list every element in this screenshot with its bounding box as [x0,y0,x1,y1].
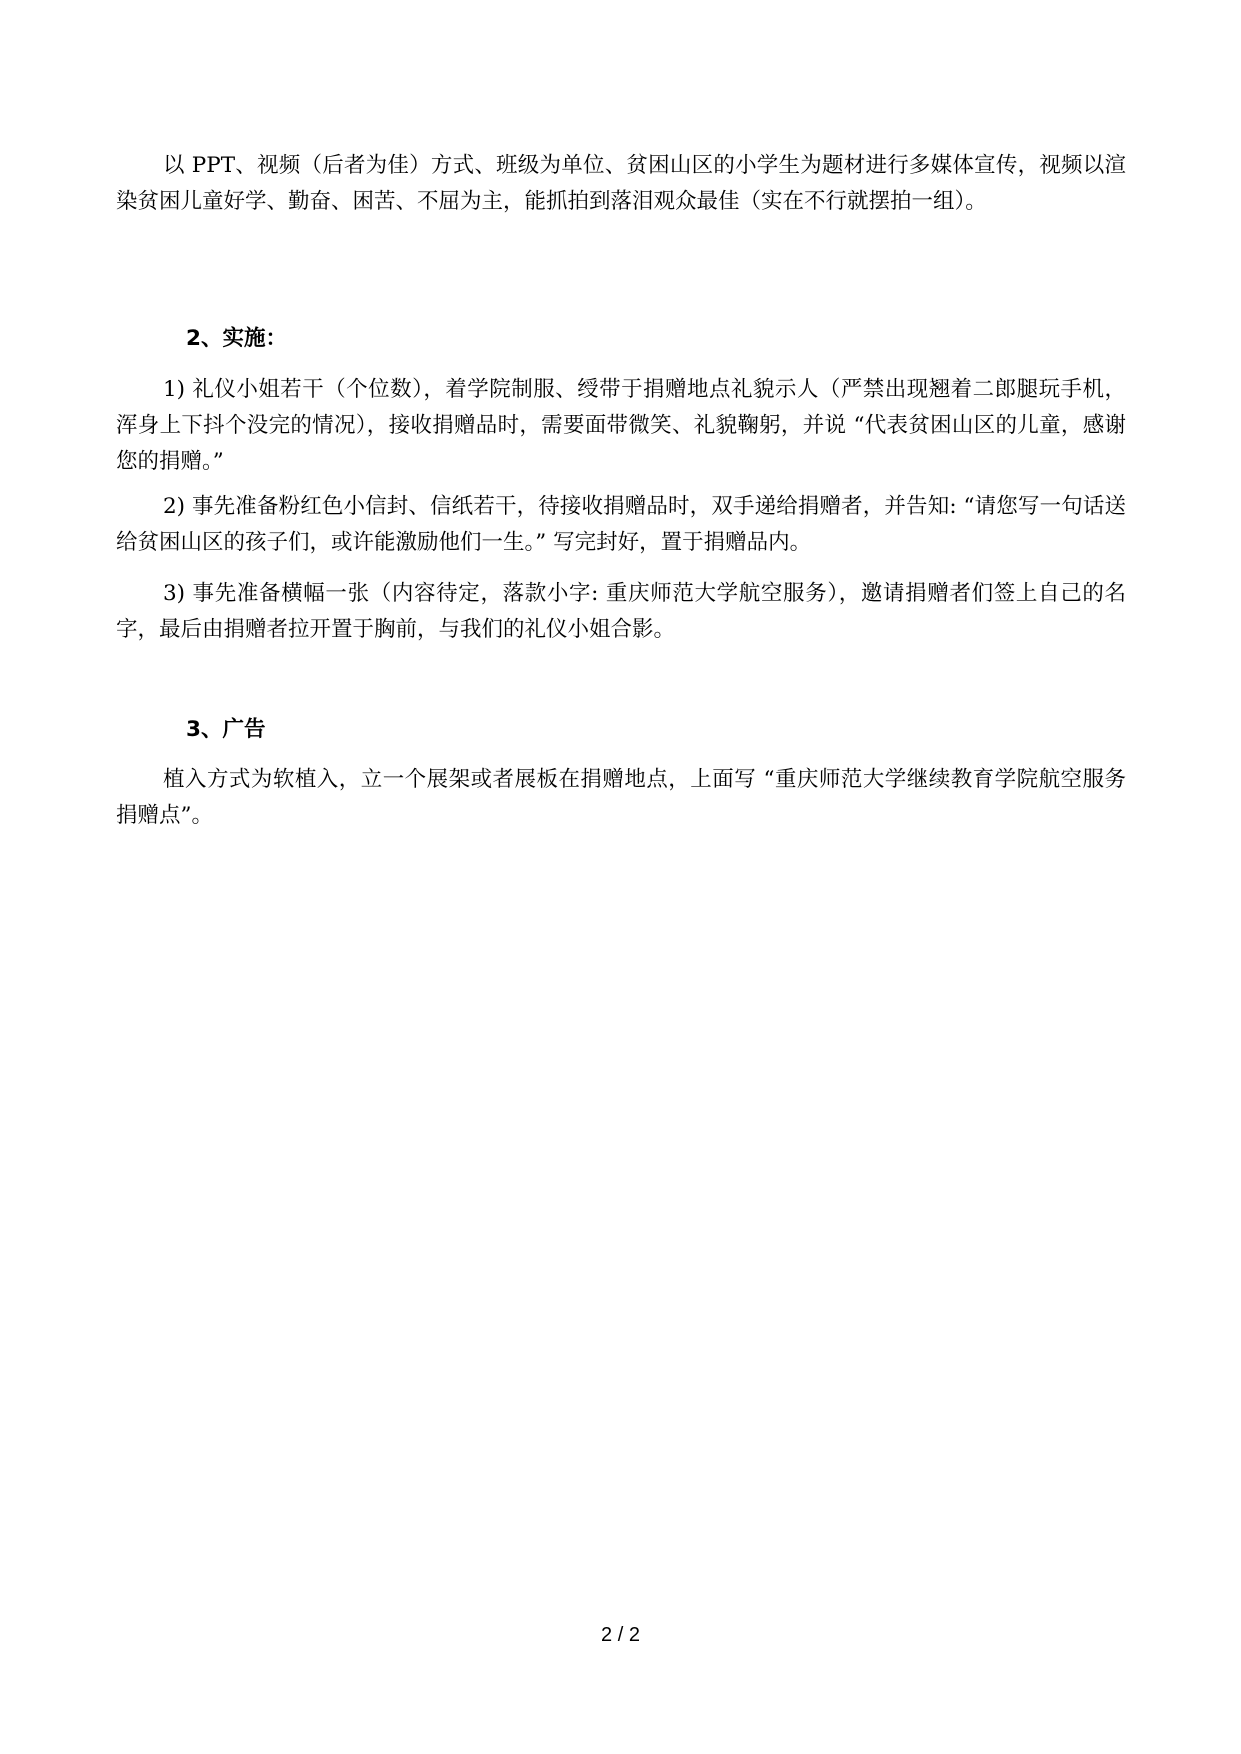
advertising-paragraph: 植入方式为软植入，立一个展架或者展板在捐赠地点，上面写 “重庆师范大学继续教育学院航空服务捐赠点”。 [116,767,1126,828]
intro-paragraph: 以 PPT、视频（后者为佳）方式、班级为单位、贫困山区的小学生为题材进行多媒体宣传，视频以渲染贫困儿童好学、勤奋、困苦、不屈为主，能抓拍到落泪观众最佳（实在不行就摆拍一组）。 [116,153,1126,214]
implementation-item-2: 2) 事先准备粉红色小信封、信纸若干，待接收捐赠品时，双手递给捐赠者，并告知: “请您写一句话送给贫困山区的孩子们，或许能激励他们一生。” 写完封好，置于捐赠品内。 [116,494,1126,555]
section-3-heading: 3、广告 [186,717,266,742]
section-2-heading: 2、实施： [186,326,287,351]
page-number: 2 / 2 [601,1624,640,1646]
implementation-item-1: 1) 礼仪小姐若干（个位数），着学院制服、绶带于捐赠地点礼貌示人（严禁出现翘着二郎腿玩手机，浑身上下抖个没完的情况），接收捐赠品时，需要面带微笑、礼貌鞠躬，并说 “代表贫困山区的儿童，感谢您的捐赠。” [116,377,1126,474]
implementation-item-3: 3) 事先准备横幅一张（内容待定，落款小字: 重庆师范大学航空服务），邀请捐赠者们签上自己的名字，最后由捐赠者拉开置于胸前，与我们的礼仪小姐合影。 [116,581,1126,642]
